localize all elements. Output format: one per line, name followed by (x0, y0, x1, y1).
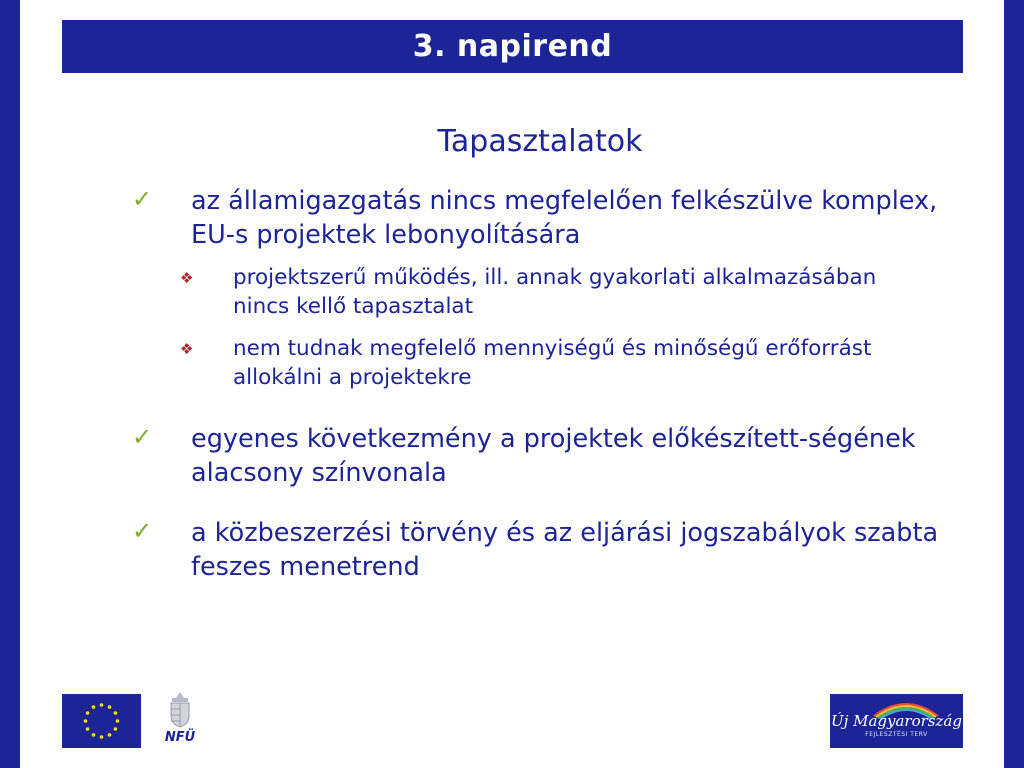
sub-bullet-item (180, 334, 880, 392)
slide-title: 3. napirend (412, 29, 613, 64)
bullet-item (132, 422, 952, 490)
sub-bullet-text: projektszerű működés, ill. annak gyakorlati alkalmazásában nincs kellő tapasztalat (233, 265, 877, 319)
left-frame-bar (0, 0, 20, 768)
bullet-text: az államigazgatás nincs megfelelően felkészülve komplex, EU-s projektek lebonyolítására (191, 186, 938, 250)
bullet-item (132, 184, 952, 252)
nfu-label: NFÜ (164, 730, 196, 745)
sub-bullet-item (180, 263, 880, 321)
umft-title: Új Magyarország (831, 712, 962, 730)
diamond-cluster-icon: ❖ (180, 340, 194, 358)
checkmark-icon: ✓ (132, 185, 153, 213)
sub-bullet-text: nem tudnak megfelelő mennyiségű és minőségű erőforrást allokálni a projektekre (233, 336, 872, 390)
bullet-text: egyenes következmény a projektek előkészített-ségének alacsony színvonala (191, 424, 916, 488)
coat-of-arms-icon (160, 690, 200, 730)
checkmark-icon: ✓ (132, 517, 153, 545)
bullet-item (132, 516, 952, 584)
eu-flag-logo (62, 694, 141, 748)
diamond-cluster-icon: ❖ (180, 269, 194, 287)
uj-magyarorszag-logo (830, 694, 963, 748)
checkmark-icon: ✓ (132, 423, 153, 451)
bullet-text: a közbeszerzési törvény és az eljárási jogszabályok szabta feszes menetrend (191, 518, 939, 582)
title-bar (62, 20, 963, 73)
nfu-logo (160, 690, 200, 752)
eu-stars-icon (62, 694, 141, 748)
umft-subtitle: FEJLESZTÉSI TERV (865, 731, 928, 738)
slide-subtitle: Tapasztalatok (437, 124, 643, 159)
right-frame-bar (1004, 0, 1024, 768)
